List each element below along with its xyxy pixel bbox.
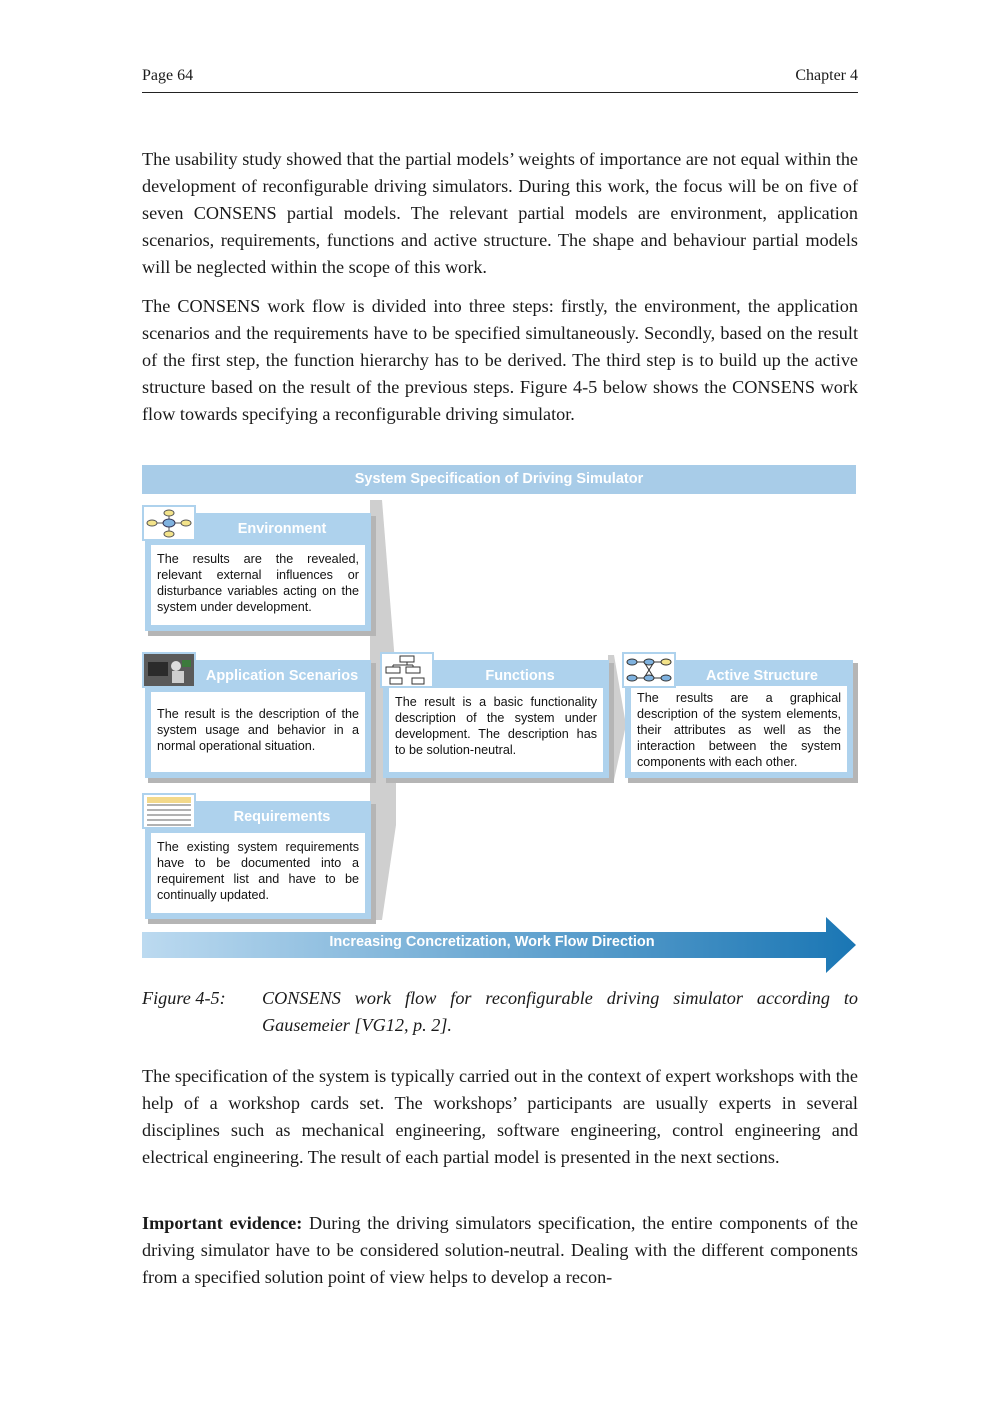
important-evidence-label: Important evidence:	[142, 1213, 303, 1233]
card-scenarios-text: The result is the description of the system usage and behavior in a normal operational situation.	[151, 692, 365, 772]
figure-caption-text: CONSENS work flow for reconfigurable driving simulator according to Gausemeier [VG12, p. 2].	[262, 988, 858, 1035]
environment-diagram-icon	[142, 505, 196, 541]
active-structure-icon	[622, 652, 676, 688]
paragraph-4-text: During the driving simulators specification, the entire components of the driving simulator have to be considered solution-neutral. Dealing with the different components from a specified solution point of view helps to develop a recon-	[142, 1213, 858, 1287]
workflow-direction-label: Increasing Concretization, Work Flow Direction	[329, 934, 655, 950]
card-environment-title: Environment	[237, 521, 327, 537]
paragraph-2: The CONSENS work flow is divided into three steps: firstly, the environment, the application scenarios and the requirements have to be specified simultaneously. Secondly, based on the result of the first step, the function hierarchy has to be derived. The third step is to build up the active structure based on the result of the previous steps. Figure 4-5 below shows the CONSENS work flow towards specifying a reconfigurable driving simulator.	[142, 296, 858, 424]
paragraph-3: The specification of the system is typically carried out in the context of expert workshops with the help of a workshop cards set. The workshops’ participants are usually experts in several disciplines such as mechanical engineering, software engineering, control engineering and electrical engineering. The result of each partial model is presented in the next sections.	[142, 1066, 858, 1167]
scenario-photo-icon	[142, 652, 196, 688]
chapter-label: Chapter 4	[795, 67, 858, 84]
card-active-text: The results are a graphical description of the system elements, their attributes as well as the interaction between the system components with each other.	[631, 686, 847, 772]
consens-workflow-figure	[142, 465, 858, 975]
card-functions-title: Functions	[485, 668, 555, 684]
card-environment-text: The results are the revealed, relevant external influences or disturbance variables acting on the system under development.	[151, 545, 365, 625]
function-hierarchy-icon	[380, 652, 434, 688]
card-scenarios-title: Application Scenarios	[205, 668, 359, 684]
card-active-title: Active Structure	[705, 668, 818, 684]
figure-top-title: System Specification of Driving Simulator	[142, 465, 856, 494]
paragraph-1: The usability study showed that the partial models’ weights of importance are not equal within the development of reconfigurable driving simulators. During this work, the focus will be on five of seven CONSENS partial models. The relevant partial models are environment, application scenarios, requirements, functions and active structure. The shape and behaviour partial models will be neglected within the scope of this work.	[142, 149, 858, 277]
card-functions-text: The result is a basic functionality description of the system under development. The description has to be solution-neutral.	[389, 688, 603, 772]
paragraph-4	[142, 1210, 858, 1291]
card-requirements-text: The existing system requirements have to be documented into a requirement list and have to be continually updated.	[151, 833, 365, 913]
requirements-list-icon	[142, 793, 196, 829]
page-header	[142, 64, 858, 93]
card-requirements-title: Requirements	[233, 809, 331, 825]
figure-caption-label: Figure 4-5:	[142, 988, 226, 1008]
page-number: Page 64	[142, 67, 194, 84]
